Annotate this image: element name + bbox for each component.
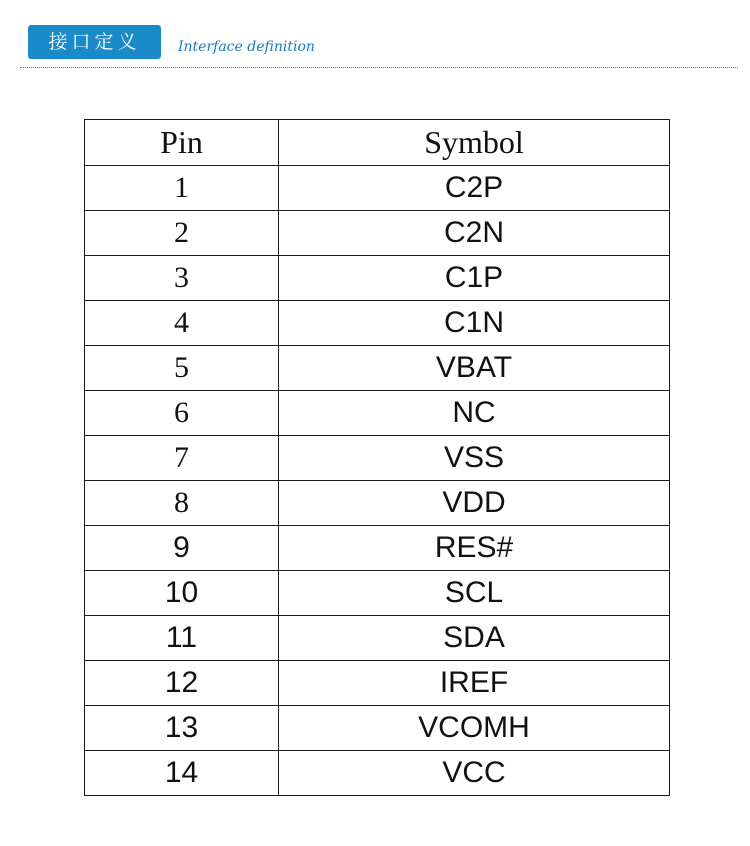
section-badge: 接口定义 [28, 25, 161, 59]
table-row [85, 391, 670, 436]
table-row [85, 481, 670, 526]
table-row [85, 571, 670, 616]
pin-symbol-cell: C1P [279, 256, 670, 301]
pin-symbol-cell: SCL [279, 571, 670, 616]
pin-symbol-cell: C1N [279, 301, 670, 346]
table-row [85, 301, 670, 346]
pin-number-cell: 2 [85, 211, 279, 256]
header-divider [20, 67, 738, 68]
pin-number-cell: 11 [85, 616, 279, 661]
section-subtitle: Interface definition [178, 39, 315, 55]
pin-number-cell: 14 [85, 751, 279, 796]
table-row [85, 436, 670, 481]
table-header-row [85, 120, 670, 166]
pin-symbol-cell: C2P [279, 166, 670, 211]
table-row [85, 166, 670, 211]
pin-number-cell: 4 [85, 301, 279, 346]
pin-number-cell: 3 [85, 256, 279, 301]
table-row [85, 526, 670, 571]
table-row [85, 346, 670, 391]
pin-number-cell: 6 [85, 391, 279, 436]
table-row [85, 211, 670, 256]
column-header-symbol: Symbol [279, 120, 670, 166]
table-body [85, 166, 670, 796]
pin-symbol-cell: IREF [279, 661, 670, 706]
pin-number-cell: 13 [85, 706, 279, 751]
table-row [85, 661, 670, 706]
pin-symbol-cell: NC [279, 391, 670, 436]
table-row [85, 706, 670, 751]
pin-number-cell: 8 [85, 481, 279, 526]
pin-symbol-cell: VSS [279, 436, 670, 481]
pin-definition-table [84, 119, 670, 796]
pin-symbol-cell: VCOMH [279, 706, 670, 751]
column-header-pin: Pin [85, 120, 279, 166]
pin-number-cell: 9 [85, 526, 279, 571]
pin-number-cell: 1 [85, 166, 279, 211]
pin-number-cell: 12 [85, 661, 279, 706]
table-row [85, 751, 670, 796]
table-row [85, 256, 670, 301]
pin-symbol-cell: VCC [279, 751, 670, 796]
pin-symbol-cell: VDD [279, 481, 670, 526]
pin-symbol-cell: VBAT [279, 346, 670, 391]
pin-number-cell: 7 [85, 436, 279, 481]
table-row [85, 616, 670, 661]
pin-symbol-cell: SDA [279, 616, 670, 661]
pin-number-cell: 10 [85, 571, 279, 616]
pin-symbol-cell: C2N [279, 211, 670, 256]
pin-number-cell: 5 [85, 346, 279, 391]
pin-symbol-cell: RES# [279, 526, 670, 571]
